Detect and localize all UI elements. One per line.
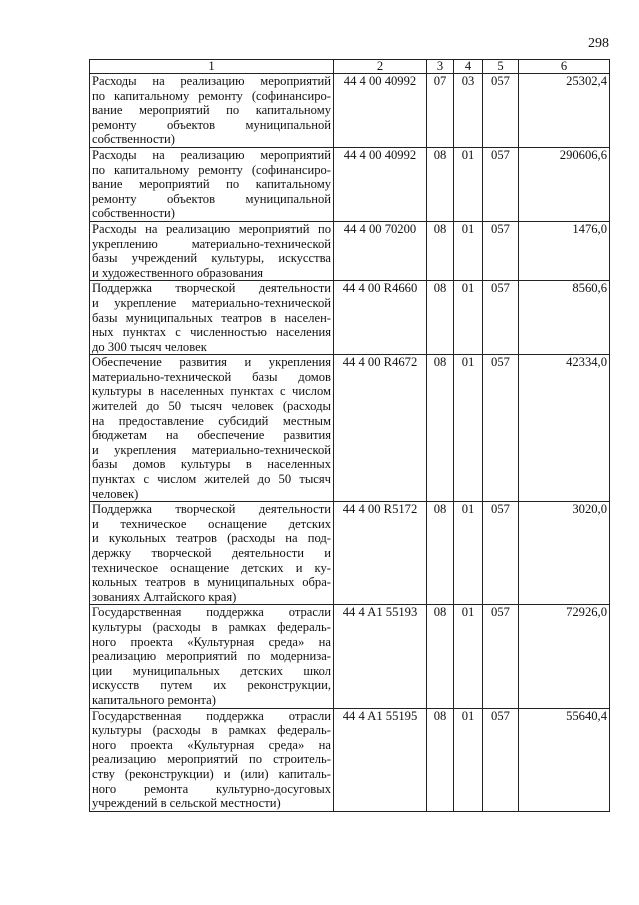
description-line: и техническое оснащение детских	[92, 516, 331, 531]
description-line: вание мероприятий по капитальному	[92, 103, 331, 118]
description-line: собственности)	[92, 206, 175, 221]
subsection-code: 01	[454, 708, 483, 811]
subsection-code: 03	[454, 74, 483, 148]
description-line: материально-технической базы домов	[92, 369, 331, 384]
description-line: учреждений в сельской местности)	[92, 796, 281, 811]
amount-value: 1476,0	[519, 221, 610, 280]
description-line: и укрепления материально-технической	[92, 442, 331, 457]
description-line: по капитальному ремонту (софинансиро-	[92, 88, 331, 103]
description-line: ции муниципальных детских школ	[92, 663, 331, 678]
expense-type-code: 057	[483, 355, 519, 502]
description-line: человек)	[92, 486, 139, 501]
table-row	[90, 74, 610, 148]
expense-type-code: 057	[483, 708, 519, 811]
section-code: 08	[427, 605, 454, 708]
expense-type-code: 057	[483, 147, 519, 221]
description-line: укреплению материально-технической	[92, 236, 331, 251]
amount-value: 42334,0	[519, 355, 610, 502]
subsection-code: 01	[454, 281, 483, 355]
table-row	[90, 708, 610, 811]
expense-description	[90, 708, 334, 811]
target-article-code: 44 4 00 40992	[334, 147, 427, 221]
section-code: 07	[427, 74, 454, 148]
description-line: ного ремонта культурно-досуговых	[92, 781, 331, 796]
section-code: 08	[427, 502, 454, 605]
description-line: и кукольных театров (расходы на под-	[92, 531, 331, 546]
target-article-code: 44 4 00 70200	[334, 221, 427, 280]
column-header-3: 3	[427, 60, 454, 74]
description-line: ремонту объектов муниципальной	[92, 191, 331, 206]
section-code: 08	[427, 147, 454, 221]
section-code: 08	[427, 221, 454, 280]
table-body	[90, 74, 610, 812]
description-line: держку творческой деятельности и	[92, 546, 331, 560]
description-line: Расходы на реализацию мероприятий	[92, 74, 331, 88]
table-row	[90, 221, 610, 280]
description-line: ных пунктах с численностью населения	[92, 325, 331, 340]
section-code: 08	[427, 708, 454, 811]
description-line: ного проекта «Культурная среда» на	[92, 634, 331, 649]
amount-value: 55640,4	[519, 708, 610, 811]
target-article-code: 44 4 A1 55193	[334, 605, 427, 708]
expense-type-code: 057	[483, 605, 519, 708]
subsection-code: 01	[454, 147, 483, 221]
description-line: Обеспечение развития и укрепления	[92, 355, 331, 370]
subsection-code: 01	[454, 221, 483, 280]
expense-description	[90, 147, 334, 221]
description-line: базы учреждений культуры, искусства	[92, 251, 331, 266]
table-row	[90, 281, 610, 355]
column-header-1: 1	[90, 60, 334, 74]
description-line: техническое оснащение детских и ку-	[92, 560, 331, 575]
description-line: Поддержка творческой деятельности	[92, 502, 331, 517]
description-line: до 300 тысяч человек	[92, 339, 207, 354]
description-line: и укрепление материально-технической	[92, 295, 331, 310]
description-line: капитального ремонта)	[92, 692, 216, 707]
description-line: базы домов культуры в населенных	[92, 457, 331, 472]
column-header-2: 2	[334, 60, 427, 74]
description-line: Расходы на реализацию мероприятий	[92, 147, 331, 162]
target-article-code: 44 4 00 40992	[334, 74, 427, 148]
amount-value: 8560,6	[519, 281, 610, 355]
expense-description	[90, 281, 334, 355]
expense-type-code: 057	[483, 221, 519, 280]
expense-type-code: 057	[483, 74, 519, 148]
description-line: собственности)	[92, 132, 175, 147]
description-line: культуры (расходы в рамках федераль-	[92, 723, 331, 738]
target-article-code: 44 4 A1 55195	[334, 708, 427, 811]
description-line: Поддержка творческой деятельности	[92, 281, 331, 296]
description-line: реализацию мероприятий по модерниза-	[92, 649, 331, 664]
target-article-code: 44 4 00 R5172	[334, 502, 427, 605]
description-line: бюджетам на обеспечение развития	[92, 428, 331, 443]
expense-type-code: 057	[483, 281, 519, 355]
table-header-row	[90, 60, 610, 74]
expense-description	[90, 605, 334, 708]
subsection-code: 01	[454, 355, 483, 502]
description-line: культуры в населенных пунктах с числом	[92, 384, 331, 399]
page-number: 298	[588, 36, 609, 51]
description-line: жителей до 50 тысяч человек (расходы	[92, 399, 331, 414]
target-article-code: 44 4 00 R4672	[334, 355, 427, 502]
column-header-4: 4	[454, 60, 483, 74]
amount-value: 72926,0	[519, 605, 610, 708]
description-line: ремонту объектов муниципальной	[92, 117, 331, 132]
target-article-code: 44 4 00 R4660	[334, 281, 427, 355]
expense-type-code: 057	[483, 502, 519, 605]
table-row	[90, 502, 610, 605]
description-line: на предоставление субсидий местным	[92, 413, 331, 428]
budget-table	[89, 59, 610, 812]
subsection-code: 01	[454, 605, 483, 708]
description-line: ству (реконструкции) и (или) капиталь-	[92, 766, 331, 781]
amount-value: 3020,0	[519, 502, 610, 605]
description-line: культуры (расходы в рамках федераль-	[92, 619, 331, 634]
description-line: и художественного образования	[92, 265, 264, 280]
column-header-5: 5	[483, 60, 519, 74]
description-line: Государственная поддержка отрасли	[92, 708, 331, 723]
description-line: пунктах с числом жителей до 50 тысяч	[92, 472, 331, 487]
amount-value: 25302,4	[519, 74, 610, 148]
subsection-code: 01	[454, 502, 483, 605]
description-line: Расходы на реализацию мероприятий по	[92, 221, 331, 236]
description-line: зованиях Алтайского края)	[92, 589, 237, 604]
column-header-6: 6	[519, 60, 610, 74]
section-code: 08	[427, 355, 454, 502]
table-row	[90, 355, 610, 502]
description-line: вание мероприятий по капитальному	[92, 177, 331, 192]
table-row	[90, 605, 610, 708]
description-line: искусств путем их реконструкции,	[92, 678, 331, 693]
expense-description	[90, 221, 334, 280]
description-line: по капитальному ремонту (софинансиро-	[92, 162, 331, 177]
section-code: 08	[427, 281, 454, 355]
description-line: реализацию мероприятий по строитель-	[92, 752, 331, 767]
expense-description	[90, 502, 334, 605]
table-row	[90, 147, 610, 221]
description-line: ного проекта «Культурная среда» на	[92, 737, 331, 752]
description-line: базы муниципальных театров в населен-	[92, 310, 331, 325]
description-line: Государственная поддержка отрасли	[92, 605, 331, 620]
expense-description	[90, 74, 334, 148]
description-line: кольных театров в муниципальных обра-	[92, 575, 331, 590]
expense-description	[90, 355, 334, 502]
amount-value: 290606,6	[519, 147, 610, 221]
